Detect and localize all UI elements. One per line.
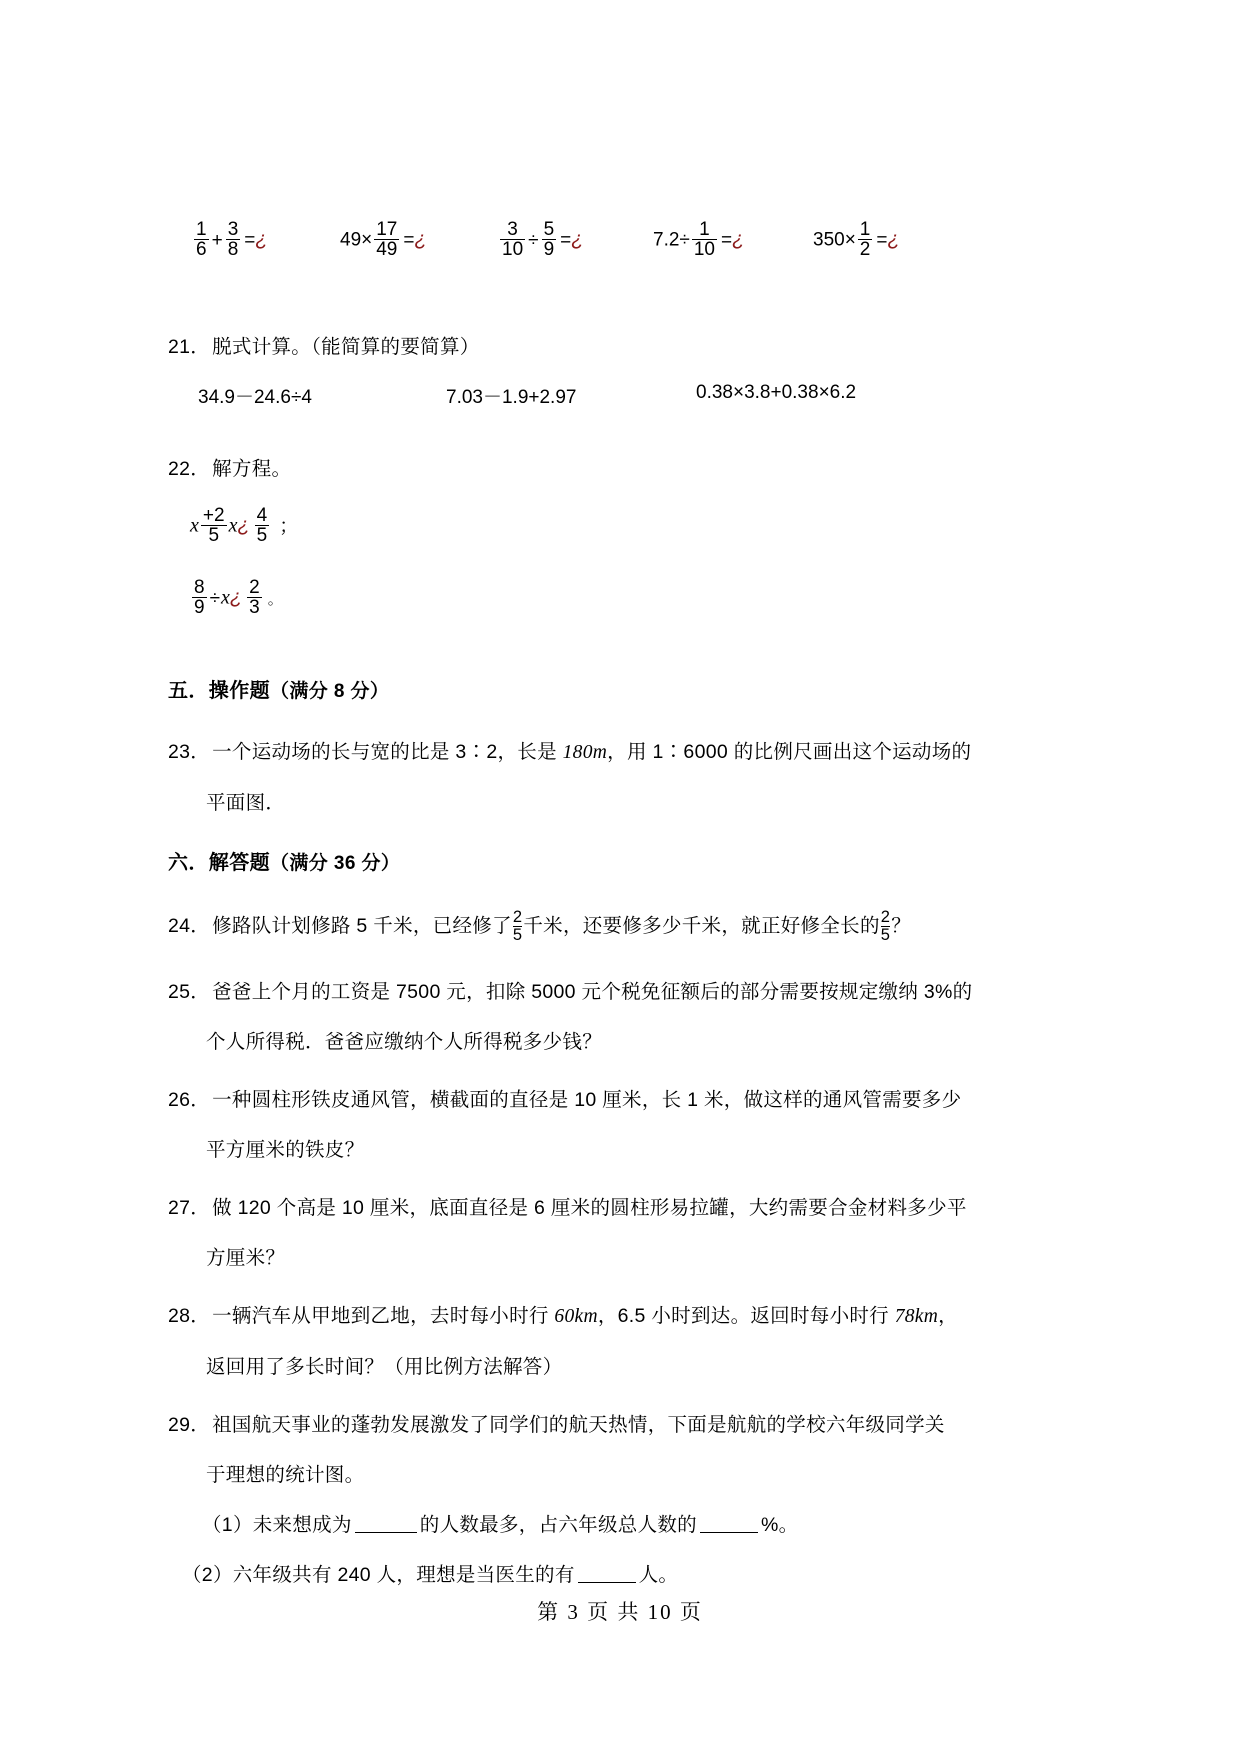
sub-question-1-text-b: 的人数最多，占六年级总人数的: [419, 1514, 697, 1536]
question-29-line-1: [168, 1400, 1080, 1450]
fraction-numerator: 17: [376, 219, 398, 240]
answer-marker: ¿: [237, 514, 250, 537]
question-25-number: 25．: [168, 981, 211, 1003]
answer-marker: ¿: [887, 228, 900, 251]
fraction-denominator: 9: [543, 239, 555, 261]
question-25-text-a: 爸爸上个月的工资是 7500 元，扣除 5000 元个税免征额后的部分需要按规定缴纳 3%的: [212, 981, 973, 1003]
section-6-label: 六．解答题: [168, 852, 270, 874]
fraction-3-8: [226, 220, 241, 260]
answer-marker: ¿: [732, 228, 745, 251]
sub-question-1-label: （1）: [202, 1514, 253, 1536]
fraction-numerator: 2: [512, 907, 523, 926]
question-28-text-a: 一辆汽车从甲地到乙地，去时每小时行: [212, 1305, 555, 1327]
section-6-score: （满分 36 分）: [270, 853, 401, 874]
fraction-denominator: 2: [859, 239, 871, 261]
question-24: [168, 901, 1080, 951]
sub-question-2-text-a: 六年级共有 240 人，理想是当医生的有: [232, 1564, 575, 1586]
question-23-text-b: ，用 1∶6000 的比例尺画出这个运动场的: [607, 741, 972, 763]
fraction-numerator: 1: [859, 219, 871, 240]
fraction-numerator: 2: [880, 907, 891, 926]
operand-lead: 49×: [340, 229, 373, 251]
oral-calc-item-5: [813, 220, 900, 260]
question-28-line-2: [168, 1342, 1080, 1392]
question-23-line-2: [168, 778, 1080, 828]
answer-blank-percentage[interactable]: [700, 1532, 758, 1533]
question-26: [168, 1075, 1080, 1175]
oral-calc-item-4: [653, 220, 744, 260]
question-24-number: 24．: [168, 915, 211, 937]
question-25-line-1: [168, 967, 1080, 1017]
variable-x: x: [190, 514, 199, 537]
fraction-denominator: 5: [512, 926, 523, 945]
measure-length: 180m: [562, 742, 608, 763]
question-29-sub-2: [168, 1550, 1080, 1600]
fraction-denominator: 5: [880, 926, 891, 945]
question-25-line-2: [168, 1017, 1080, 1067]
fraction-numerator: 5: [543, 219, 555, 240]
section-5-label: 五．操作题: [168, 680, 270, 702]
equals-sign: =: [403, 229, 415, 251]
fraction-numerator: 3: [507, 219, 518, 240]
answer-marker: ¿: [229, 586, 243, 609]
question-26-text-a: 一种圆柱形铁皮通风管，横截面的直径是 10 厘米，长 1 米，做这样的通风管需要多少: [212, 1089, 962, 1111]
question-27: [168, 1183, 1080, 1283]
fraction-denominator: 8: [227, 239, 239, 261]
answer-blank-doctor-count[interactable]: [578, 1582, 636, 1583]
variable-x: x: [221, 586, 230, 609]
sub-question-2-text-b: 人。: [638, 1564, 679, 1586]
sub-question-2-label: （2）: [182, 1564, 233, 1586]
measure-speed-return: 78km: [894, 1306, 939, 1327]
operand-lead: 350×: [813, 229, 856, 251]
fraction-denominator: 3: [249, 597, 260, 619]
page-content: [168, 220, 1080, 1600]
question-24-line-1: [168, 901, 1080, 951]
fraction-1-2: [858, 220, 873, 260]
question-22-text: 解方程。: [212, 458, 292, 480]
expression-1: 34.9－24.6÷4: [198, 387, 312, 408]
variable-x-second: x: [228, 514, 238, 537]
fraction-numerator: 3: [227, 219, 239, 240]
question-29-line-2: [168, 1450, 1080, 1500]
question-24-text-c: ？: [891, 915, 912, 937]
question-28-line-1: [168, 1291, 1080, 1342]
fraction-3-10: [500, 220, 525, 260]
fraction-numerator: 2: [249, 577, 260, 598]
question-21-prompt: [168, 322, 1080, 372]
oral-calc-item-2: [340, 220, 427, 260]
fraction-2-5-first: [513, 909, 522, 945]
question-23-text-a: 一个运动场的长与宽的比是 3∶2，长是: [212, 741, 563, 763]
answer-blank-profession[interactable]: [355, 1532, 417, 1533]
equation-terminator: 。: [267, 590, 283, 608]
section-6-heading: [168, 840, 1080, 887]
fraction-denominator: 5: [256, 525, 268, 547]
operator-plus: +: [211, 229, 223, 251]
question-22-equation-1: [168, 506, 1080, 578]
operand-lead: 7.2÷: [653, 229, 690, 251]
question-28-text-c: ，: [938, 1305, 958, 1327]
fraction-denominator: 10: [502, 239, 524, 261]
equals-sign: =: [244, 229, 256, 251]
fraction-1-10: [692, 220, 717, 260]
measure-speed-outbound: 60km: [554, 1306, 598, 1327]
question-23-number: 23．: [168, 741, 211, 763]
page-footer: [0, 1596, 1240, 1626]
expression-2: 7.03－1.9+2.97: [446, 387, 577, 408]
operator-divide: ÷: [528, 229, 539, 251]
fraction-5-9: [542, 220, 557, 260]
question-25: [168, 967, 1080, 1067]
fraction-numerator: 1: [196, 219, 207, 240]
fraction-numerator: 1: [699, 219, 710, 240]
question-29-text-a: 祖国航天事业的蓬勃发展激发了同学们的航天热情，下面是航航的学校六年级同学关: [212, 1414, 945, 1436]
question-22-number: 22．: [168, 458, 211, 480]
question-21-text: 脱式计算。（能简算的要简算）: [212, 336, 480, 358]
question-25-text-b: 个人所得税．爸爸应缴纳个人所得税多少钱？: [206, 1031, 603, 1053]
equals-sign: =: [720, 229, 733, 251]
sub-question-1-text-c: %。: [760, 1514, 799, 1536]
fraction-4-5: [255, 506, 270, 546]
page-number-label: 第 3 页 共 10 页: [537, 1600, 703, 1624]
fraction-numerator: 4: [256, 505, 268, 526]
fraction-8-9: [192, 578, 207, 618]
fraction-17-49: [374, 220, 399, 260]
question-24-text-b: 千米，还要修多少千米，就正好修全长的: [523, 915, 880, 937]
sub-question-1-text-a: 未来想成为: [252, 1514, 352, 1536]
question-26-line-1: [168, 1075, 1080, 1125]
equals-sign: =: [876, 229, 888, 251]
oral-calc-item-1: [192, 220, 268, 260]
question-27-line-2: [168, 1233, 1080, 1283]
question-23-line-1: [168, 727, 1080, 778]
equation-terminator: ；: [279, 515, 299, 537]
fraction-2-3: [247, 578, 262, 618]
question-28: [168, 1291, 1080, 1392]
question-26-number: 26．: [168, 1089, 211, 1111]
fraction-plus2-over-5: [201, 506, 227, 546]
question-23-text-c: 平面图．: [206, 792, 286, 814]
question-21-expressions: [168, 382, 1080, 430]
question-27-number: 27．: [168, 1197, 211, 1219]
answer-marker: ¿: [414, 228, 427, 251]
question-27-text-a: 做 120 个高是 10 厘米，底面直径是 6 厘米的圆柱形易拉罐，大约需要合金材料多少平: [212, 1197, 967, 1219]
question-23: [168, 727, 1080, 828]
question-22-prompt: [168, 444, 1080, 494]
question-29: [168, 1400, 1080, 1600]
section-5-score: （满分 8 分）: [270, 681, 390, 702]
question-27-text-b: 方厘米？: [206, 1247, 286, 1269]
question-28-text-b: ，6.5 小时到达。返回时每小时行: [597, 1305, 895, 1327]
fraction-denominator: 6: [196, 239, 207, 261]
question-21-number: 21．: [168, 336, 211, 358]
answer-marker: ¿: [571, 228, 584, 251]
section-5-heading: [168, 668, 1080, 715]
expression-3: 0.38×3.8+0.38×6.2: [696, 382, 857, 403]
question-24-text-a: 修路队计划修路 5 千米，已经修了: [212, 915, 512, 937]
question-29-text-b: 于理想的统计图。: [206, 1464, 365, 1486]
question-29-number: 29．: [168, 1414, 211, 1436]
question-26-text-b: 平方厘米的铁皮？: [206, 1139, 365, 1161]
fraction-numerator: 8: [194, 577, 205, 598]
answer-marker: ¿: [255, 228, 268, 251]
question-29-sub-1: [168, 1500, 1080, 1550]
question-26-line-2: [168, 1125, 1080, 1175]
question-28-text-d: 返回用了多长时间？（用比例方法解答）: [206, 1356, 563, 1378]
fraction-denominator: 9: [194, 597, 205, 619]
operator-divide: ÷: [209, 587, 221, 609]
oral-calculation-row: [168, 220, 1080, 298]
question-22-equation-2: [168, 578, 1080, 650]
question-27-line-1: [168, 1183, 1080, 1233]
fraction-2-5-second: [881, 909, 890, 945]
fraction-1-6: [194, 220, 209, 260]
oral-calc-item-3: [498, 220, 583, 260]
fraction-denominator: 5: [201, 525, 227, 545]
fraction-denominator: 49: [376, 239, 398, 261]
question-28-number: 28．: [168, 1305, 211, 1327]
fraction-numerator: +2: [202, 505, 225, 526]
fraction-denominator: 10: [693, 239, 715, 261]
equals-sign: =: [560, 229, 572, 251]
